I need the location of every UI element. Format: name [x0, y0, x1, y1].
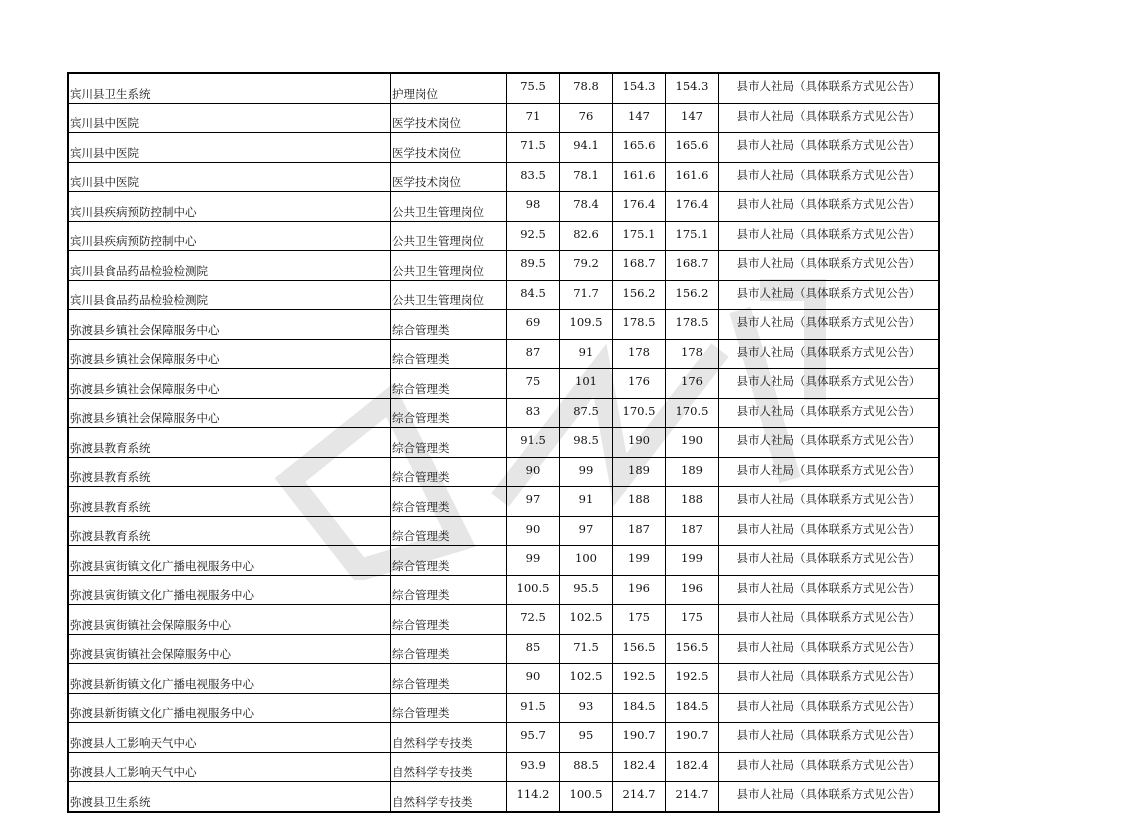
cell-post: 综合管理类 [391, 339, 507, 369]
cell-total-score: 176.4 [613, 192, 666, 222]
cell-written-score: 99 [507, 546, 560, 576]
cell-contact-dept: 县市人社局（具体联系方式见公告） [719, 162, 940, 192]
cell-written-score: 69 [507, 310, 560, 340]
cell-total-score: 187 [613, 516, 666, 546]
cell-final-score: 189 [666, 457, 719, 487]
cell-interview-score: 78.4 [560, 192, 613, 222]
cell-post: 公共卫生管理岗位 [391, 251, 507, 281]
cell-post: 护理岗位 [391, 73, 507, 103]
cell-final-score: 156.2 [666, 280, 719, 310]
cell-final-score: 188 [666, 487, 719, 517]
cell-interview-score: 87.5 [560, 398, 613, 428]
cell-final-score: 161.6 [666, 162, 719, 192]
cell-total-score: 175 [613, 605, 666, 635]
cell-interview-score: 99 [560, 457, 613, 487]
cell-final-score: 170.5 [666, 398, 719, 428]
cell-total-score: 196 [613, 575, 666, 605]
cell-contact-dept: 县市人社局（具体联系方式见公告） [719, 487, 940, 517]
cell-interview-score: 76 [560, 103, 613, 133]
cell-post: 医学技术岗位 [391, 162, 507, 192]
cell-post: 医学技术岗位 [391, 103, 507, 133]
cell-contact-dept: 县市人社局（具体联系方式见公告） [719, 73, 940, 103]
cell-unit: 宾川县中医院 [68, 162, 391, 192]
cell-written-score: 95.7 [507, 723, 560, 753]
cell-interview-score: 71.7 [560, 280, 613, 310]
cell-post: 综合管理类 [391, 310, 507, 340]
table-row [68, 192, 939, 222]
cell-contact-dept: 县市人社局（具体联系方式见公告） [719, 221, 940, 251]
cell-total-score: 175.1 [613, 221, 666, 251]
cell-contact-dept: 县市人社局（具体联系方式见公告） [719, 133, 940, 163]
cell-total-score: 178.5 [613, 310, 666, 340]
cell-written-score: 71.5 [507, 133, 560, 163]
cell-post: 综合管理类 [391, 664, 507, 694]
cell-interview-score: 95.5 [560, 575, 613, 605]
table-row [68, 664, 939, 694]
table-row [68, 457, 939, 487]
cell-total-score: 154.3 [613, 73, 666, 103]
cell-written-score: 91.5 [507, 693, 560, 723]
table-row [68, 369, 939, 399]
cell-total-score: 189 [613, 457, 666, 487]
cell-post: 综合管理类 [391, 398, 507, 428]
cell-interview-score: 93 [560, 693, 613, 723]
table-row [68, 280, 939, 310]
cell-total-score: 192.5 [613, 664, 666, 694]
cell-interview-score: 91 [560, 339, 613, 369]
cell-interview-score: 102.5 [560, 664, 613, 694]
cell-interview-score: 91 [560, 487, 613, 517]
cell-interview-score: 78.1 [560, 162, 613, 192]
cell-final-score: 175 [666, 605, 719, 635]
cell-unit: 弥渡县新街镇文化广播电视服务中心 [68, 664, 391, 694]
table-row [68, 693, 939, 723]
cell-written-score: 75 [507, 369, 560, 399]
cell-final-score: 176 [666, 369, 719, 399]
cell-interview-score: 100 [560, 546, 613, 576]
cell-unit: 弥渡县卫生系统 [68, 782, 391, 812]
cell-contact-dept: 县市人社局（具体联系方式见公告） [719, 339, 940, 369]
cell-interview-score: 98.5 [560, 428, 613, 458]
cell-total-score: 178 [613, 339, 666, 369]
cell-unit: 弥渡县教育系统 [68, 457, 391, 487]
cell-contact-dept: 县市人社局（具体联系方式见公告） [719, 192, 940, 222]
cell-written-score: 90 [507, 664, 560, 694]
cell-post: 自然科学专技类 [391, 782, 507, 812]
table-row [68, 546, 939, 576]
table-row [68, 752, 939, 782]
cell-contact-dept: 县市人社局（具体联系方式见公告） [719, 605, 940, 635]
cell-total-score: 190 [613, 428, 666, 458]
cell-interview-score: 95 [560, 723, 613, 753]
cell-written-score: 93.9 [507, 752, 560, 782]
cell-total-score: 168.7 [613, 251, 666, 281]
cell-post: 综合管理类 [391, 634, 507, 664]
table-row [68, 723, 939, 753]
table-row [68, 103, 939, 133]
cell-final-score: 192.5 [666, 664, 719, 694]
cell-final-score: 196 [666, 575, 719, 605]
cell-post: 公共卫生管理岗位 [391, 192, 507, 222]
cell-unit: 弥渡县寅街镇社会保障服务中心 [68, 634, 391, 664]
cell-post: 综合管理类 [391, 605, 507, 635]
cell-unit: 宾川县疾病预防控制中心 [68, 221, 391, 251]
results-table [67, 72, 940, 813]
cell-interview-score: 100.5 [560, 782, 613, 812]
table-row [68, 221, 939, 251]
cell-contact-dept: 县市人社局（具体联系方式见公告） [719, 369, 940, 399]
cell-written-score: 100.5 [507, 575, 560, 605]
cell-written-score: 91.5 [507, 428, 560, 458]
cell-written-score: 97 [507, 487, 560, 517]
cell-post: 综合管理类 [391, 428, 507, 458]
cell-contact-dept: 县市人社局（具体联系方式见公告） [719, 752, 940, 782]
cell-final-score: 154.3 [666, 73, 719, 103]
cell-contact-dept: 县市人社局（具体联系方式见公告） [719, 428, 940, 458]
cell-written-score: 72.5 [507, 605, 560, 635]
table-row [68, 782, 939, 812]
cell-total-score: 199 [613, 546, 666, 576]
cell-unit: 弥渡县乡镇社会保障服务中心 [68, 398, 391, 428]
cell-unit: 弥渡县乡镇社会保障服务中心 [68, 339, 391, 369]
cell-contact-dept: 县市人社局（具体联系方式见公告） [719, 398, 940, 428]
cell-interview-score: 71.5 [560, 634, 613, 664]
table-row [68, 251, 939, 281]
table-row [68, 310, 939, 340]
cell-total-score: 176 [613, 369, 666, 399]
cell-interview-score: 97 [560, 516, 613, 546]
table-row [68, 428, 939, 458]
cell-total-score: 170.5 [613, 398, 666, 428]
cell-written-score: 92.5 [507, 221, 560, 251]
cell-interview-score: 79.2 [560, 251, 613, 281]
cell-interview-score: 78.8 [560, 73, 613, 103]
cell-interview-score: 82.6 [560, 221, 613, 251]
cell-final-score: 184.5 [666, 693, 719, 723]
cell-unit: 弥渡县寅街镇社会保障服务中心 [68, 605, 391, 635]
cell-final-score: 214.7 [666, 782, 719, 812]
cell-written-score: 75.5 [507, 73, 560, 103]
cell-final-score: 175.1 [666, 221, 719, 251]
cell-total-score: 184.5 [613, 693, 666, 723]
cell-contact-dept: 县市人社局（具体联系方式见公告） [719, 782, 940, 812]
cell-final-score: 178.5 [666, 310, 719, 340]
cell-final-score: 199 [666, 546, 719, 576]
cell-final-score: 156.5 [666, 634, 719, 664]
cell-interview-score: 102.5 [560, 605, 613, 635]
cell-contact-dept: 县市人社局（具体联系方式见公告） [719, 516, 940, 546]
cell-unit: 宾川县疾病预防控制中心 [68, 192, 391, 222]
cell-unit: 弥渡县新街镇文化广播电视服务中心 [68, 693, 391, 723]
cell-contact-dept: 县市人社局（具体联系方式见公告） [719, 575, 940, 605]
cell-contact-dept: 县市人社局（具体联系方式见公告） [719, 280, 940, 310]
cell-interview-score: 109.5 [560, 310, 613, 340]
table-row [68, 575, 939, 605]
cell-post: 综合管理类 [391, 546, 507, 576]
cell-total-score: 161.6 [613, 162, 666, 192]
cell-unit: 弥渡县教育系统 [68, 516, 391, 546]
cell-post: 自然科学专技类 [391, 752, 507, 782]
cell-contact-dept: 县市人社局（具体联系方式见公告） [719, 723, 940, 753]
cell-total-score: 190.7 [613, 723, 666, 753]
cell-contact-dept: 县市人社局（具体联系方式见公告） [719, 546, 940, 576]
cell-interview-score: 94.1 [560, 133, 613, 163]
table-row [68, 133, 939, 163]
cell-final-score: 176.4 [666, 192, 719, 222]
cell-contact-dept: 县市人社局（具体联系方式见公告） [719, 457, 940, 487]
cell-unit: 弥渡县寅街镇文化广播电视服务中心 [68, 546, 391, 576]
cell-contact-dept: 县市人社局（具体联系方式见公告） [719, 251, 940, 281]
cell-written-score: 83 [507, 398, 560, 428]
cell-unit: 弥渡县寅街镇文化广播电视服务中心 [68, 575, 391, 605]
table-row [68, 634, 939, 664]
table-row [68, 605, 939, 635]
cell-written-score: 83.5 [507, 162, 560, 192]
cell-final-score: 168.7 [666, 251, 719, 281]
table-row [68, 73, 939, 103]
cell-final-score: 187 [666, 516, 719, 546]
table-row [68, 398, 939, 428]
cell-written-score: 114.2 [507, 782, 560, 812]
cell-post: 综合管理类 [391, 487, 507, 517]
cell-unit: 宾川县食品药品检验检测院 [68, 280, 391, 310]
cell-total-score: 188 [613, 487, 666, 517]
cell-interview-score: 101 [560, 369, 613, 399]
cell-written-score: 87 [507, 339, 560, 369]
cell-final-score: 147 [666, 103, 719, 133]
cell-final-score: 190 [666, 428, 719, 458]
table-row [68, 339, 939, 369]
cell-unit: 弥渡县乡镇社会保障服务中心 [68, 310, 391, 340]
cell-unit: 宾川县食品药品检验检测院 [68, 251, 391, 281]
cell-unit: 弥渡县教育系统 [68, 428, 391, 458]
cell-total-score: 156.5 [613, 634, 666, 664]
cell-post: 综合管理类 [391, 693, 507, 723]
cell-total-score: 147 [613, 103, 666, 133]
cell-post: 综合管理类 [391, 369, 507, 399]
cell-post: 公共卫生管理岗位 [391, 280, 507, 310]
cell-contact-dept: 县市人社局（具体联系方式见公告） [719, 103, 940, 133]
table-row [68, 487, 939, 517]
cell-written-score: 89.5 [507, 251, 560, 281]
cell-contact-dept: 县市人社局（具体联系方式见公告） [719, 693, 940, 723]
cell-contact-dept: 县市人社局（具体联系方式见公告） [719, 664, 940, 694]
cell-interview-score: 88.5 [560, 752, 613, 782]
cell-final-score: 165.6 [666, 133, 719, 163]
cell-post: 医学技术岗位 [391, 133, 507, 163]
cell-total-score: 182.4 [613, 752, 666, 782]
cell-unit: 宾川县卫生系统 [68, 73, 391, 103]
cell-unit: 弥渡县人工影响天气中心 [68, 752, 391, 782]
cell-written-score: 98 [507, 192, 560, 222]
cell-contact-dept: 县市人社局（具体联系方式见公告） [719, 634, 940, 664]
cell-final-score: 190.7 [666, 723, 719, 753]
cell-post: 综合管理类 [391, 457, 507, 487]
cell-post: 公共卫生管理岗位 [391, 221, 507, 251]
cell-post: 综合管理类 [391, 516, 507, 546]
cell-unit: 宾川县中医院 [68, 133, 391, 163]
cell-total-score: 156.2 [613, 280, 666, 310]
cell-contact-dept: 县市人社局（具体联系方式见公告） [719, 310, 940, 340]
cell-unit: 弥渡县教育系统 [68, 487, 391, 517]
table-row [68, 162, 939, 192]
cell-post: 自然科学专技类 [391, 723, 507, 753]
cell-written-score: 85 [507, 634, 560, 664]
cell-final-score: 178 [666, 339, 719, 369]
cell-written-score: 84.5 [507, 280, 560, 310]
cell-written-score: 71 [507, 103, 560, 133]
cell-unit: 弥渡县乡镇社会保障服务中心 [68, 369, 391, 399]
cell-written-score: 90 [507, 457, 560, 487]
cell-total-score: 165.6 [613, 133, 666, 163]
results-table-body [68, 73, 939, 812]
cell-unit: 宾川县中医院 [68, 103, 391, 133]
cell-total-score: 214.7 [613, 782, 666, 812]
cell-post: 综合管理类 [391, 575, 507, 605]
cell-written-score: 90 [507, 516, 560, 546]
cell-unit: 弥渡县人工影响天气中心 [68, 723, 391, 753]
cell-final-score: 182.4 [666, 752, 719, 782]
table-row [68, 516, 939, 546]
